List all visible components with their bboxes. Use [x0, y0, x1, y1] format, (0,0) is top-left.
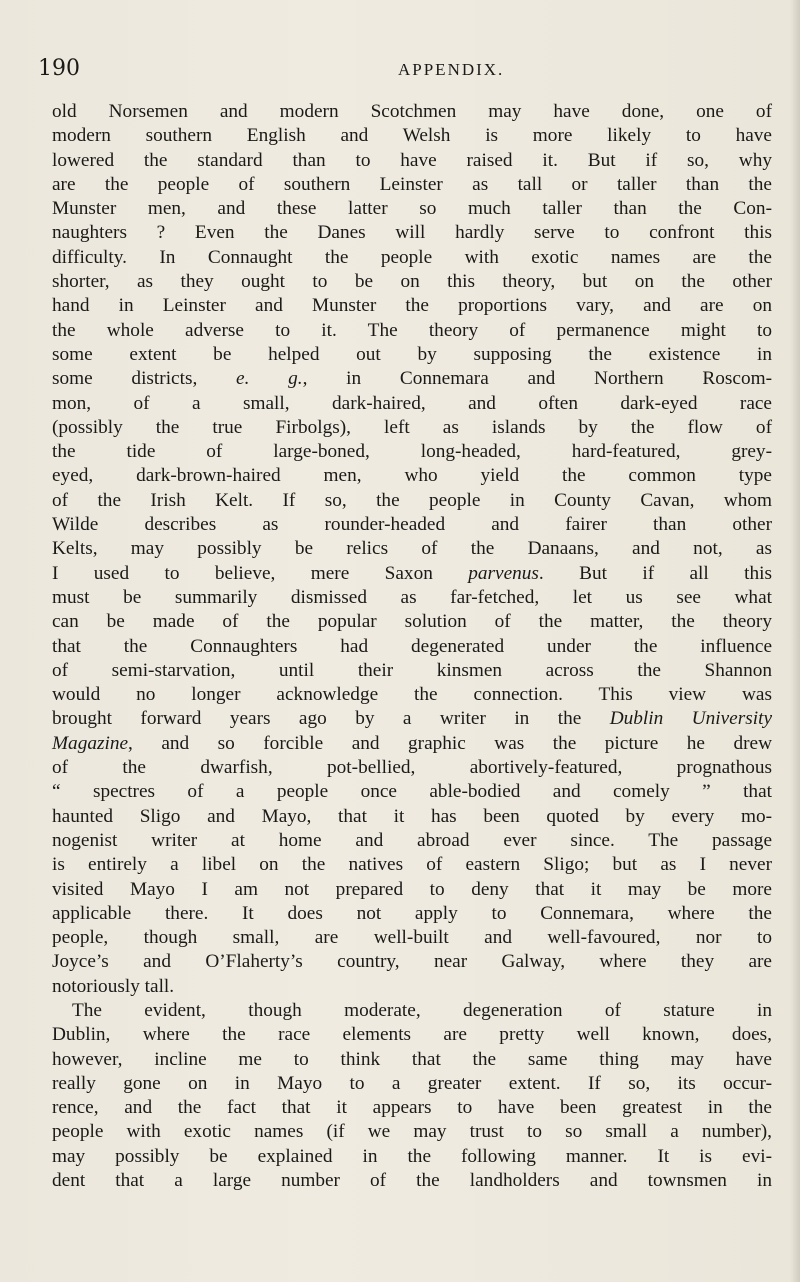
text-line: must be summarily dismissed as far-fetched, let us see what — [52, 586, 772, 608]
running-head: APPENDIX. — [398, 60, 505, 79]
text-line: naughters ? Even the Danes will hardly serve to confront this — [52, 222, 772, 244]
text-line: (possibly the true Firbolgs), left as islands by the flow of — [52, 416, 772, 438]
text-line: The evident, though moderate, degeneration of stature in — [72, 999, 772, 1021]
text-line: Kelts, may possibly be relics of the Danaans, and not, as — [52, 538, 772, 560]
text-line: notoriously tall. — [52, 975, 175, 997]
italic-text: Dublin University — [609, 708, 772, 730]
text-line: people, though small, are well-built and well-favoured, nor to — [52, 927, 772, 949]
text-line: may possibly be explained in the following manner. It is evi- — [52, 1145, 772, 1167]
text-line: of the dwarfish, pot-bellied, abortively-featured, prognathous — [52, 757, 772, 779]
text-line: modern southern English and Welsh is more likely to have — [52, 125, 772, 147]
text-line: I used to believe, mere Saxon parvenus. But if all this — [52, 562, 772, 584]
italic-text: e. g. — [236, 368, 303, 390]
text-line: lowered the standard than to have raised it. But if so, why — [52, 149, 772, 171]
text-line: hand in Leinster and Munster the proportions vary, and are on — [52, 295, 772, 317]
text-line: nogenist writer at home and abroad ever since. The passage — [52, 829, 772, 851]
text-line: of semi-starvation, until their kinsmen across the Shannon — [52, 659, 772, 681]
text-line: shorter, as they ought to be on this theory, but on the other — [52, 271, 772, 293]
text-line: Magazine, and so forcible and graphic was the picture he drew — [52, 732, 772, 754]
text-line: “ spectres of a people once able-bodied and comely ” that — [52, 781, 772, 803]
text-line: applicable there. It does not apply to Connemara, where the — [52, 902, 772, 924]
page-number: 190 — [38, 56, 80, 81]
text-line: people with exotic names (if we may trust to so small a number), — [52, 1121, 772, 1143]
text-line: Wilde describes as rounder-headed and fairer than other — [52, 514, 772, 536]
text-line: are the people of southern Leinster as tall or taller than the — [52, 173, 772, 195]
text-line: the tide of large-boned, long-headed, hard-featured, grey- — [52, 441, 772, 463]
text-line: some extent be helped out by supposing the existence in — [52, 343, 772, 365]
text-line: that the Connaughters had degenerated under the influence — [52, 635, 772, 657]
text-line: some districts, e. g., in Connemara and Northern Roscom- — [52, 368, 772, 390]
text-line: of the Irish Kelt. If so, the people in County Cavan, whom — [52, 489, 772, 511]
text-line: old Norsemen and modern Scotchmen may have done, one of — [52, 101, 772, 122]
text-line: Dublin, where the race elements are pretty well known, does, — [52, 1024, 772, 1046]
text-line: is entirely a libel on the natives of eastern Sligo; but as I never — [52, 854, 772, 876]
text-line: Joyce’s and O’Flaherty’s country, near Galway, where they are — [52, 951, 772, 973]
text-line: the whole adverse to it. The theory of permanence might to — [52, 319, 772, 341]
text-line: however, incline me to think that the same thing may have — [52, 1048, 772, 1070]
text-line: visited Mayo I am not prepared to deny that it may be more — [52, 878, 772, 900]
text-line: Munster men, and these latter so much taller than the Con- — [52, 198, 772, 220]
page-header — [38, 56, 788, 86]
text-line: rence, and the fact that it appears to have been greatest in the — [52, 1097, 772, 1119]
italic-text: parvenus — [468, 562, 539, 584]
italic-text: Magazine — [52, 732, 129, 754]
text-line: difficulty. In Connaught the people with exotic names are the — [52, 246, 772, 268]
text-line: brought forward years ago by a writer in the Dublin University — [52, 708, 772, 730]
text-line: eyed, dark-brown-haired men, who yield the common type — [52, 465, 772, 487]
text-line: can be made of the popular solution of the matter, the theory — [52, 611, 772, 633]
text-line: mon, of a small, dark-haired, and often dark-eyed race — [52, 392, 772, 414]
page-edge-shadow — [790, 0, 800, 1282]
text-line: dent that a large number of the landholders and townsmen in — [52, 1170, 772, 1192]
text-line: really gone on in Mayo to a greater extent. If so, its occur- — [52, 1072, 772, 1094]
text-line: haunted Sligo and Mayo, that it has been quoted by every mo- — [52, 805, 772, 827]
text-line: would no longer acknowledge the connection. This view was — [52, 684, 772, 706]
body-text — [52, 100, 772, 1193]
